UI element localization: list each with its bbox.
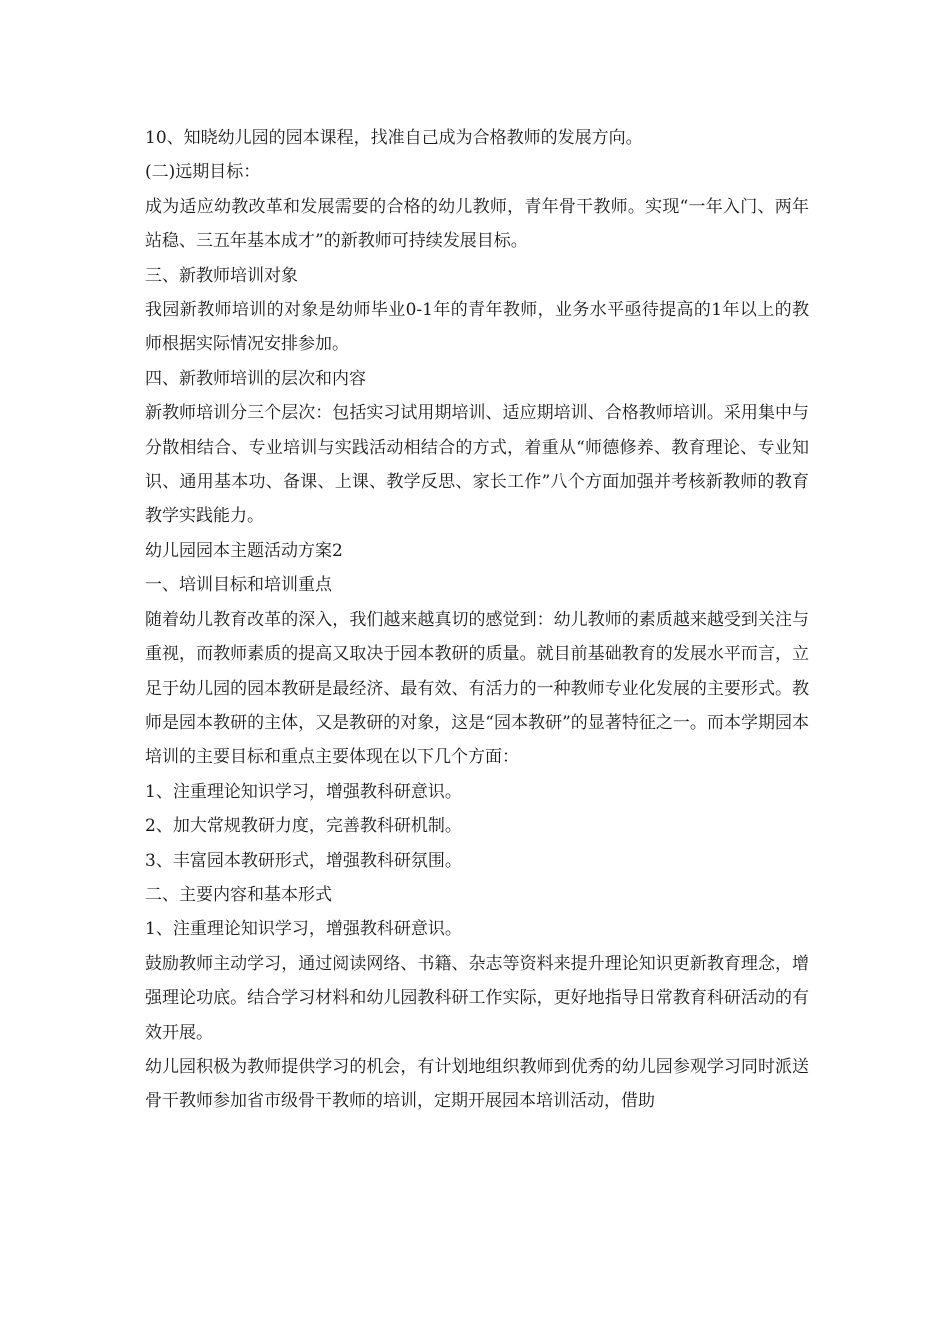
list-item-research-forms: 3、丰富园本教研形式，增强教科研氛围。: [145, 850, 462, 871]
paragraph-long-term-goal: 成为适应幼教改革和发展需要的合格的幼儿教师，青年骨干教师。实现“一年入门、两年站稳、三五年基本成才”的新教师可持续发展目标。: [145, 196, 809, 252]
paragraph-levels-content: 新教师培训分三个层次：包括实习试用期培训、适应期培训、合格教师培训。采用集中与分散相结合、专业培训与实践活动相结合的方式，着重从“师德修养、教育理论、专业知识、通用基本功、备课、上课、教学反思、家长工作”八个方面加强并考核新教师的教育教学实践能力。: [145, 403, 809, 527]
paragraph-long-term-heading: (二)远期目标：: [145, 162, 261, 183]
document-body: [145, 121, 809, 1119]
section-heading-main-content: 二、主要内容和基本形式: [145, 884, 332, 905]
section-heading-levels-content: 四、新教师培训的层次和内容: [145, 368, 366, 389]
document-subtitle-plan-2: 幼儿园园本主题活动方案2: [145, 540, 343, 561]
paragraph-learning-opportunities: 幼儿园积极为教师提供学习的机会，有计划地组织教师到优秀的幼儿园参观学习同时派送骨干教师参加省市级骨干教师的培训，定期开展园本培训活动，借助: [145, 1056, 809, 1112]
paragraph-training-targets: 我园新教师培训的对象是幼师毕业0-1年的青年教师，业务水平亟待提高的1年以上的教师根据实际情况安排参加。: [145, 300, 809, 355]
section-heading-goals-focus: 一、培训目标和培训重点: [145, 575, 332, 596]
paragraph-goal-10: 10、知晓幼儿园的园本课程，找准自己成为合格教师的发展方向。: [145, 128, 643, 148]
list-item-theory-learning: 1、注重理论知识学习，增强教科研意识。: [145, 781, 462, 802]
sub-heading-theory-learning: 1、注重理论知识学习，增强教科研意识。: [145, 919, 462, 940]
paragraph-encourage-learning: 鼓励教师主动学习，通过阅读网络、书籍、杂志等资料来提升理论知识更新教育理念，增强理论功底。结合学习材料和幼儿园教科研工作实际，更好地指导日常教育科研活动的有效开展。: [145, 953, 809, 1043]
paragraph-goals-focus: 随着幼儿教育改革的深入，我们越来越真切的感觉到：幼儿教师的素质越来越受到关注与重视，而教师素质的提高又取决于园本教研的质量。就目前基础教育的发展水平而言，立足于幼儿园的园本教研是最经济、最有效、有活力的一种教师专业化发展的主要形式。教师是园本教研的主体，又是教研的对象，这是“园本教研”的显著特征之一。而本学期园本培训的主要目标和重点主要体现在以下几个方面：: [145, 609, 809, 768]
list-item-routine-research: 2、加大常规教研力度，完善教科研机制。: [145, 816, 462, 837]
section-heading-training-targets: 三、新教师培训对象: [145, 265, 298, 286]
